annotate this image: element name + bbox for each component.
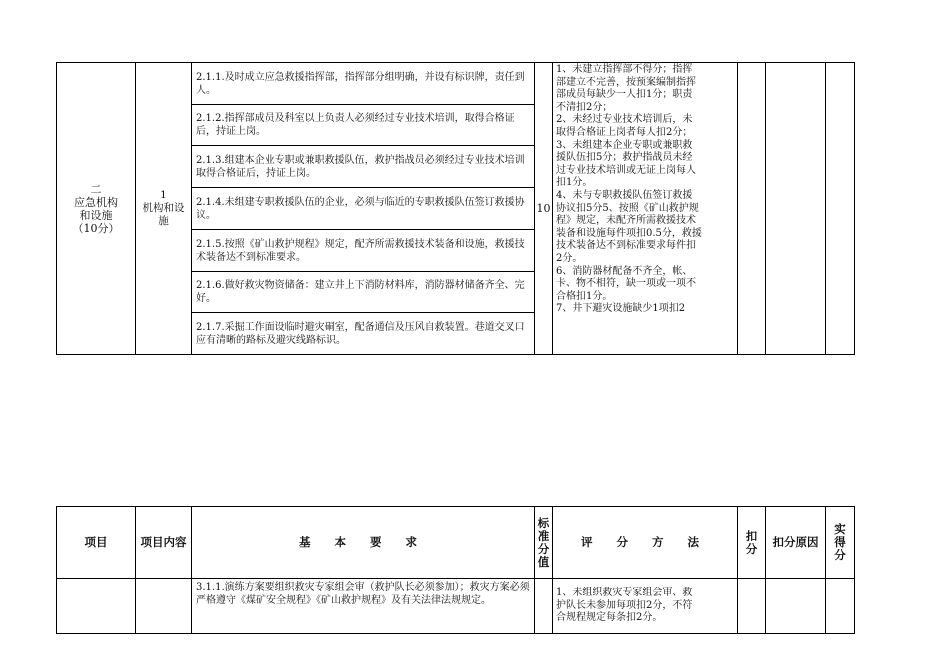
deduct-reason-cell (766, 579, 826, 634)
sub-item-name-line2: 施 (158, 215, 169, 227)
header-method: 评 分 方 法 (553, 507, 738, 579)
requirement-cell: 2.1.4.未组建专职救援队伍的企业，必须与临近的专职救援队伍签订救援协议。 (192, 188, 535, 230)
header-actual-score (826, 507, 855, 579)
requirement-cell: 2.1.5.按照《矿山救护规程》规定，配齐所需救援技术装备和设施，救援技术装备达不到标准要求。 (192, 230, 535, 272)
table-header-row (57, 507, 855, 579)
header-score-char: 值 (537, 554, 550, 569)
method-line: 装备和设施每件项扣0.5分，救援 (556, 227, 702, 239)
deduct-cell (738, 63, 766, 355)
item-cell (57, 579, 136, 634)
header-content: 项目内容 (136, 507, 192, 579)
requirement-cell: 2.1.2.指挥部成员及科室以上负责人必须经过专业技术培训，取得合格证后，持证上岗。 (192, 105, 535, 146)
method-line: 1、未组织救灾专家组会审、救 (556, 587, 693, 598)
actual-score-cell (826, 63, 855, 355)
method-line: 1、未建立指挥部不得分；指挥 (556, 64, 693, 75)
header-score-char: 标 (537, 515, 550, 530)
item-cell (57, 63, 136, 355)
section-3-table (56, 506, 855, 634)
deduct-cell (738, 579, 766, 634)
item-points: （10分） (72, 221, 120, 235)
method-line: 护队长未参加每项扣2分，不符 (556, 599, 693, 611)
method-line: 7、井下避灾设施缺少1项扣2 (556, 303, 686, 315)
method-text (556, 64, 734, 316)
table-row (57, 579, 855, 634)
score-cell (535, 579, 553, 634)
requirement-cell: 2.1.1.及时成立应急救援指挥部，指挥部分组明确，并设有标识牌，责任到人。 (192, 63, 535, 105)
method-line: 卡、物不相符，缺一项或一项不 (556, 278, 696, 290)
method-line: 技术装备达不到标准要求每件扣 (556, 240, 696, 252)
method-cell (553, 579, 738, 634)
header-deduct (738, 507, 766, 579)
method-line: 合规程规定每条扣2分。 (556, 612, 663, 624)
header-actual-char: 实 (834, 522, 846, 536)
method-line: 部成员每缺少一人扣1分；职责 (556, 89, 693, 101)
method-line: 6、消防器材配备不齐全，帐、 (556, 265, 693, 277)
header-deduct-reason: 扣分原因 (766, 507, 826, 579)
requirement-cell: 3.1.1.演练方案要组织救灾专家组会审（救护队长必须参加）；救灾方案必须严格遵守《煤矿安全规程》《矿山救护规程》及有关法律法规规定。 (192, 579, 535, 634)
method-line: 援队伍扣5分；救护指战员未经 (556, 152, 693, 164)
method-line: 扣1分。 (556, 177, 593, 189)
header-score-char: 准 (537, 528, 550, 543)
method-line: 取得合格证上岗者每人扣2分； (556, 126, 693, 138)
section-2-table (56, 62, 855, 355)
method-line: 不清扣2分； (556, 101, 613, 113)
sub-item-name-line1: 机构和设 (142, 202, 185, 214)
method-line: 合格扣1分。 (556, 290, 613, 302)
requirement-cell: 2.1.3.组建本企业专职或兼职救援队伍，救护指战员必须经过专业技术培训取得合格证后，持证上岗。 (192, 146, 535, 188)
method-line: 部建立不完善，按预案编制指挥 (556, 76, 696, 88)
method-line: 4、未与专职救援队伍签订救援 (556, 189, 693, 201)
deduct-reason-cell (766, 63, 826, 355)
method-line: 协议扣5分5、按照《矿山救护规 (556, 202, 699, 214)
header-actual-char: 得 (834, 535, 846, 549)
method-text (556, 587, 734, 633)
score-cell: 10 (535, 63, 553, 355)
requirement-cell: 2.1.7.采掘工作面设临时避灾硐室，配备通信及压风自救装置。巷道交叉口应有清晰的路标及避灾线路标识。 (192, 313, 535, 355)
method-cell (553, 63, 738, 355)
method-line: 3、未组建本企业专职或兼职救 (556, 139, 693, 151)
requirement-cell: 2.1.6.做好救灾物资储备：建立井上下消防材料库，消防器材储备齐全、完好。 (192, 272, 535, 313)
item-number: 二 (90, 182, 102, 196)
sub-item-cell (136, 63, 192, 355)
header-score-char: 分 (537, 541, 550, 556)
method-line: 程》规定，未配齐所需救援技术 (556, 215, 696, 227)
method-line: 2分。 (556, 252, 583, 264)
item-name-line2: 和设施 (79, 208, 113, 222)
method-line: 过专业技术培训或无证上岗每人 (556, 164, 696, 176)
sub-item-number: 1 (160, 189, 167, 201)
method-line: 2、未经过专业技术培训后，未 (556, 114, 693, 126)
header-standard-score (535, 507, 553, 579)
header-deduct-char: 扣 (745, 528, 758, 543)
header-item: 项目 (57, 507, 136, 579)
header-deduct-char: 分 (745, 541, 758, 556)
actual-score-cell (826, 579, 855, 634)
sub-item-cell (136, 579, 192, 634)
header-actual-char: 分 (834, 548, 846, 562)
header-requirement: 基 本 要 求 (192, 507, 535, 579)
item-name-line1: 应急机构 (74, 195, 118, 209)
